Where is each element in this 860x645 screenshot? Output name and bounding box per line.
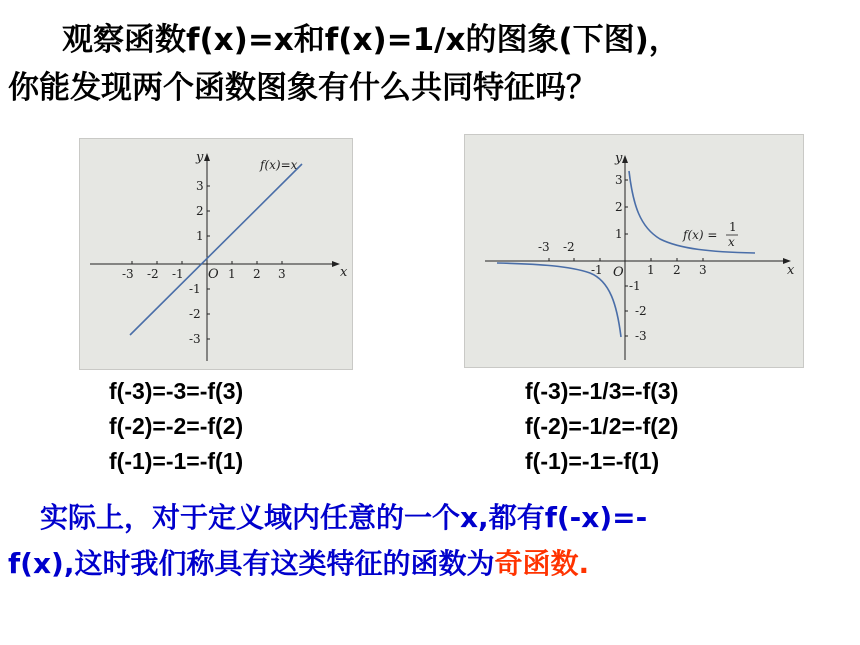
conclusion-line-1: 实际上，对于定义域内任意的一个x,都有f(-x)=-: [40, 501, 648, 534]
y-tick: -1: [189, 282, 201, 296]
x-tick: -3: [122, 267, 134, 281]
graph-reciprocal: [464, 134, 804, 368]
question-line-2: 你能发现两个函数图象有什么共同特征吗？: [8, 70, 597, 106]
function-label-denominator: x: [728, 235, 735, 249]
x-tick: -2: [147, 267, 159, 281]
y-axis-label: y: [196, 150, 204, 165]
y-axis-arrow: [204, 153, 210, 161]
tick-marks: [549, 180, 703, 336]
y-axis-arrow: [622, 155, 628, 163]
question-line-1: 观察函数f(x)=x和f(x)=1/x的图象(下图)，: [62, 22, 680, 58]
period: .: [578, 547, 590, 580]
y-tick: -2: [189, 307, 201, 321]
x-tick: -3: [538, 240, 550, 254]
y-tick: -1: [629, 279, 641, 293]
x-tick: -2: [563, 240, 575, 254]
x-tick: 1: [647, 263, 655, 277]
x-tick: 2: [673, 263, 681, 277]
conclusion-line-2: [8, 543, 589, 585]
y-tick: 3: [615, 173, 623, 187]
y-tick: 1: [615, 227, 623, 241]
equation-line: f(-2)=-1/2=-f(2): [525, 413, 679, 439]
y-tick: 2: [196, 204, 204, 218]
x-tick: -1: [591, 263, 603, 277]
x-tick: 2: [253, 267, 261, 281]
equations-linear: [109, 374, 243, 479]
equation-line: f(-2)=-2=-f(2): [109, 413, 244, 439]
equation-line: f(-1)=-1=-f(1): [109, 448, 244, 474]
origin-label: O: [613, 265, 624, 280]
x-tick: 3: [278, 267, 286, 281]
graph-linear: [79, 138, 353, 370]
x-axis-label: x: [340, 265, 348, 280]
graph-reciprocal-svg: [465, 135, 803, 367]
conclusion-text: f(x),这时我们称具有这类特征的函数为: [8, 547, 495, 580]
function-label-numerator: 1: [729, 220, 737, 234]
x-tick: 1: [228, 267, 236, 281]
x-axis-arrow: [332, 261, 340, 267]
equation-line: f(-1)=-1=-f(1): [525, 448, 660, 474]
function-label: f(x)=x: [260, 158, 298, 172]
x-tick: -1: [172, 267, 184, 281]
graph-linear-svg: [80, 139, 352, 369]
y-tick: -3: [635, 329, 647, 343]
function-label-prefix: f(x) =: [683, 228, 718, 242]
x-tick: 3: [699, 263, 707, 277]
x-axis-label: x: [787, 263, 795, 278]
y-axis-label: y: [615, 151, 623, 166]
y-tick: 3: [196, 179, 204, 193]
y-tick: -2: [635, 304, 647, 318]
origin-label: O: [208, 267, 219, 282]
equation-line: f(-3)=-1/3=-f(3): [525, 378, 679, 404]
y-tick: 1: [196, 229, 204, 243]
equation-line: f(-3)=-3=-f(3): [109, 378, 244, 404]
y-tick: -3: [189, 332, 201, 346]
y-tick: 2: [615, 200, 623, 214]
function-line: [130, 164, 302, 335]
odd-function-term: 奇函数: [494, 547, 579, 580]
equations-reciprocal: [525, 374, 678, 479]
